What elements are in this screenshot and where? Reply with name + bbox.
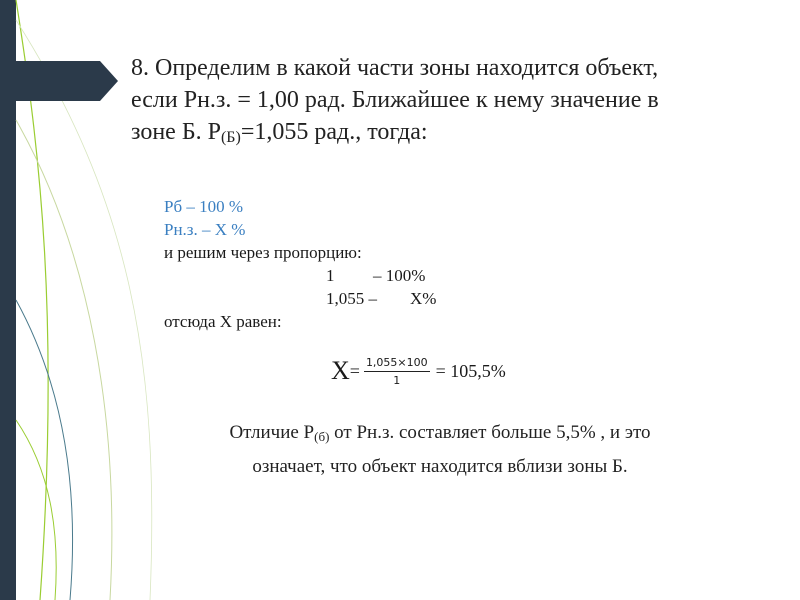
conclusion-subscript: (б) [314,429,330,444]
line-solve: и решим через пропорцию: [164,243,362,262]
arrow-badge-icon [0,61,118,101]
conclusion-text [150,418,730,482]
prop-row-2-right: Х% [410,289,437,308]
fraction-numerator: 1,055×100 [364,356,430,372]
proportion-row-1 [164,264,684,287]
title-line-3 [131,116,781,154]
proportion-block [164,195,684,333]
title-line-3-prefix: зоне Б. Р [131,119,221,145]
formula-fraction [364,356,430,387]
conclusion-line-2: означает, что объект находится вблизи зоны Б. [252,456,628,477]
line-hence: отсюда Х равен: [164,312,282,331]
prop-row-1-left: 1 [326,266,335,285]
slide-title [131,52,781,154]
fraction-denominator: 1 [393,373,401,387]
title-subscript: (Б) [220,129,241,146]
prop-row-2-left: 1,055 – [326,289,377,308]
formula-variable: Х [331,356,350,385]
proportion-row-2 [164,287,684,310]
line-rb: Рб – 100 % [164,197,244,216]
title-line-1: 8. Определим в какой части зоны находится объект, [131,55,659,81]
formula-equals: = [349,360,360,381]
title-line-3-suffix: =1,055 рад., тогда: [240,119,428,145]
formula [331,351,506,391]
conclusion-prefix: Отличие Р [229,422,315,443]
formula-result: = 105,5% [435,360,506,381]
conclusion-line-1 [150,418,730,452]
title-line-2: если Рн.з. = 1,00 рад. Ближайшее к нему значение в [131,87,659,113]
line-rnz: Рн.з. – Х % [164,220,246,239]
prop-row-1-right: – 100% [373,266,426,285]
conclusion-middle: от Рн.з. составляет больше 5,5% , и это [329,422,651,443]
